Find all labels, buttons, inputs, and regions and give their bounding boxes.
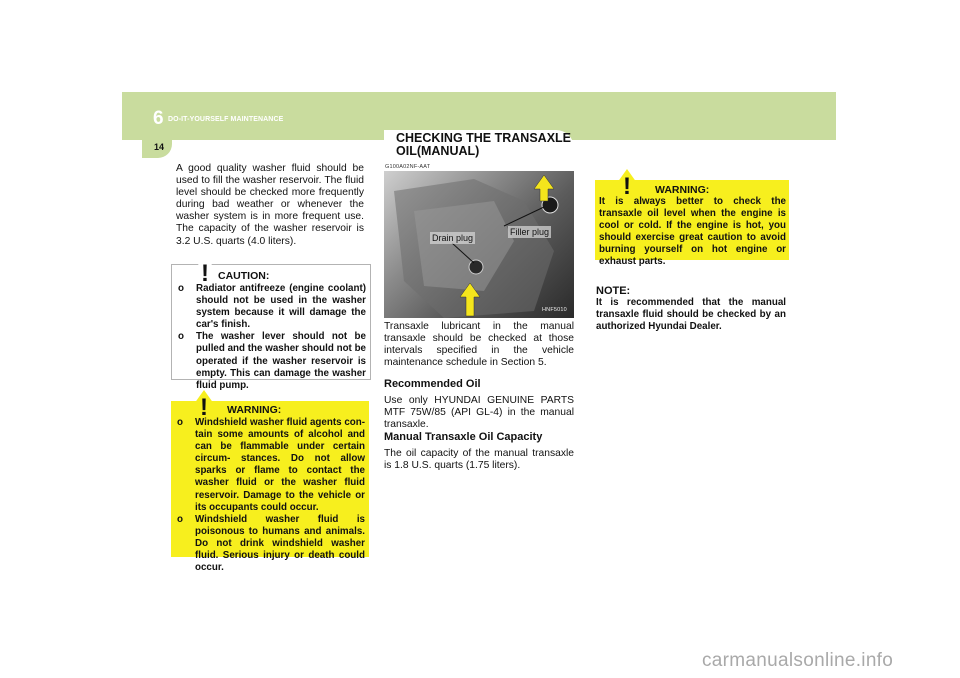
reference-code: G100A02NF-AAT bbox=[385, 164, 431, 170]
warning-item-text: Windshield washer fluid agents con- tain some amounts of alcohol and can be flammable under certain circum- stances. Do not allow sparks or flame to contact the washer fluid or the washer fluid reservoir. Damage to the vehicle or its occupants could occur. bbox=[195, 417, 365, 513]
chapter-number: 6 bbox=[153, 108, 164, 129]
bullet-mark: o bbox=[177, 513, 183, 525]
note-text: It is recommended that the manual transaxle fluid should be checked by an authorized Hyundai Dealer. bbox=[596, 297, 786, 333]
svg-text:!: ! bbox=[200, 394, 208, 419]
capacity-text: The oil capacity of the manual transaxle is 1.8 U.S. quarts (1.75 liters). bbox=[384, 448, 574, 472]
warning-item bbox=[177, 514, 365, 574]
warning-triangle-icon bbox=[606, 168, 648, 198]
caution-title: CAUTION: bbox=[218, 270, 270, 282]
caution-item bbox=[178, 283, 366, 331]
drain-plug-label: Drain plug bbox=[432, 233, 474, 243]
bullet-mark: o bbox=[177, 417, 183, 428]
caution-panel bbox=[171, 260, 371, 391]
warning-triangle-icon bbox=[183, 389, 225, 419]
washer-warning-list bbox=[177, 417, 365, 574]
transaxle-warning-panel bbox=[595, 173, 789, 268]
svg-text:!: ! bbox=[623, 173, 631, 198]
warning-item-text: Windshield washer fluid is poisonous to humans and animals. Do not drink windshield washer fluid. Serious injury or death could occur. bbox=[195, 513, 365, 574]
note-label: NOTE: bbox=[596, 285, 631, 297]
washer-warning-panel bbox=[171, 394, 369, 574]
transaxle-illustration bbox=[384, 171, 574, 318]
filler-plug-label: Filler plug bbox=[510, 227, 550, 237]
transaxle-body: Transaxle lubricant in the manual transaxle should be checked at those intervals specified in the vehicle maintenance schedule in Section 5. bbox=[384, 321, 574, 369]
svg-text:!: ! bbox=[201, 260, 209, 285]
warning-item bbox=[177, 417, 365, 514]
transaxle-warning-text: It is always better to check the transaxle oil level when the engine is cool or cold. If the engine is hot, you should exercise great caution to avoid burning yourself on hot engine or exhaust parts. bbox=[599, 196, 786, 268]
section-heading: CHECKING THE TRANSAXLE OIL(MANUAL) bbox=[396, 131, 572, 158]
caution-list bbox=[178, 283, 366, 392]
watermark: carmanualsonline.info bbox=[702, 650, 894, 671]
photo-code: HNF5010 bbox=[542, 307, 567, 313]
recommended-oil-text: Use only HYUNDAI GENUINE PARTS MTF 75W/85 (API GL-4) in the manual transaxle. bbox=[384, 395, 574, 431]
caution-item-text: The washer lever should not be pulled and the washer should not be operated if the washer reservoir is empty. This can damage the washer fluid pump. bbox=[196, 331, 366, 391]
caution-item bbox=[178, 331, 366, 391]
page-number: 14 bbox=[154, 142, 165, 152]
recommended-oil-heading: Recommended Oil bbox=[384, 378, 481, 390]
capacity-heading: Manual Transaxle Oil Capacity bbox=[384, 431, 543, 443]
bullet-mark: o bbox=[178, 331, 184, 343]
washer-fluid-intro: A good quality washer fluid should be used to fill the washer reservoir. The fluid level should be checked more frequently during bad weather or whenever the washer system is in more frequent use. The capacity of the washer reservoir is 3.2 U.S. quarts (4.0 liters). bbox=[176, 163, 364, 247]
warning-title: WARNING: bbox=[227, 404, 282, 416]
transaxle-photo bbox=[384, 171, 574, 318]
caution-item-text: Radiator antifreeze (engine coolant) should not be used in the washer system because it will damage the car's finish. bbox=[196, 283, 366, 331]
chapter-title: DO-IT-YOURSELF MAINTENANCE bbox=[168, 116, 284, 123]
warning-title: WARNING: bbox=[655, 184, 710, 196]
bullet-mark: o bbox=[178, 283, 184, 294]
